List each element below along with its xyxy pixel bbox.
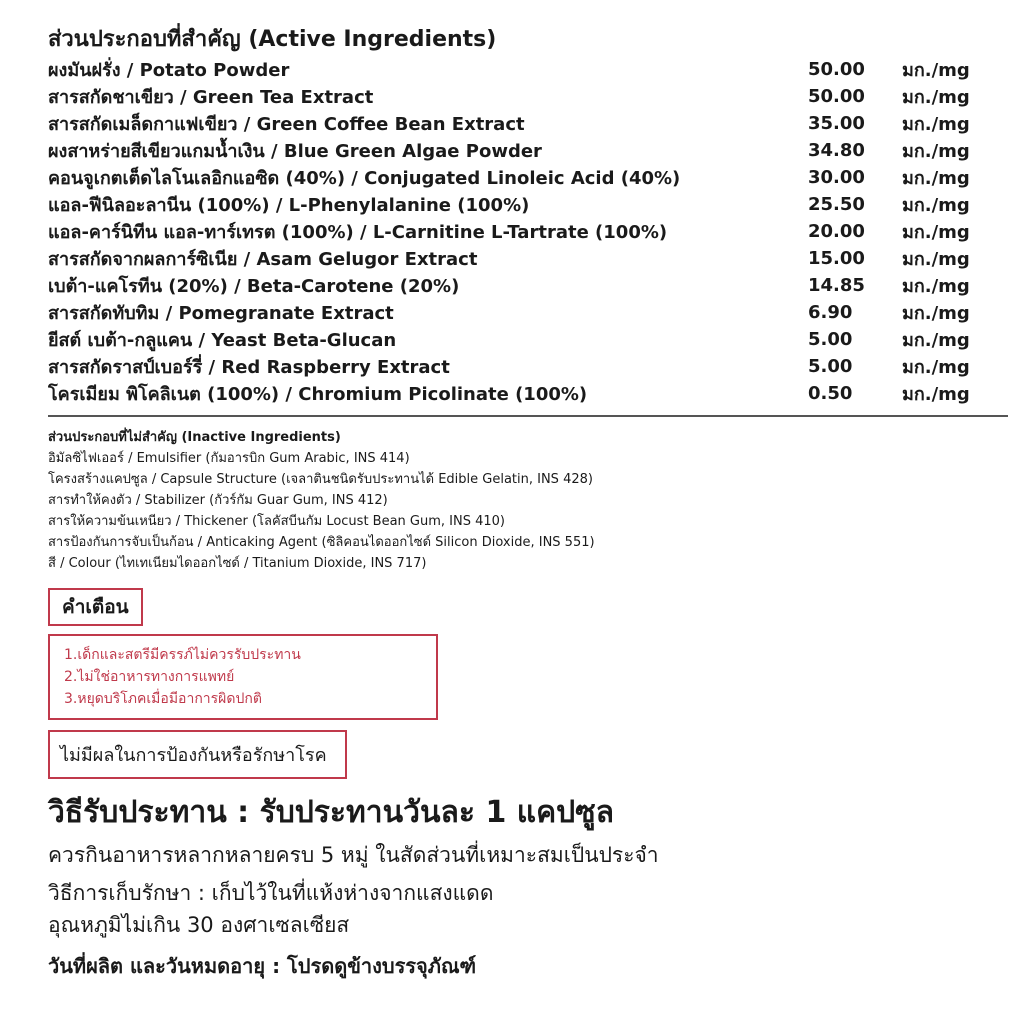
- inactive-line: สารทำให้คงตัว / Stabilizer (กัวร์กัม Guar Gum, INS 412): [48, 493, 388, 508]
- ingredient-row: [48, 272, 1008, 299]
- ingredient-name: สารสกัดเมล็ดกาแฟเขียว / Green Coffee Bean Extract: [48, 114, 525, 135]
- ingredient-unit: มก./mg: [902, 249, 970, 270]
- ingredient-unit: มก./mg: [902, 168, 970, 189]
- inactive-line: โครงสร้างแคปซูล / Capsule Structure (เจลาตินชนิดรับประทานได้ Edible Gelatin, INS 428): [48, 472, 593, 487]
- dosage-instructions: วิธีรับประทาน : รับประทานวันละ 1 แคปซูล: [48, 795, 614, 830]
- ingredient-name: แอล-คาร์นิทีน แอล-ทาร์เทรต (100%) / L-Carnitine L-Tartrate (100%): [48, 222, 668, 243]
- ingredient-amount: 50.00: [808, 59, 865, 80]
- ingredient-amount: 0.50: [808, 383, 853, 404]
- ingredient-row: [48, 191, 1008, 218]
- ingredient-name: สารสกัดทับทิม / Pomegranate Extract: [48, 303, 394, 324]
- ingredient-name: คอนจูเกตเต็ดไลโนเลอิกแอซิด (40%) / Conjugated Linoleic Acid (40%): [48, 168, 681, 189]
- ingredient-row: [48, 380, 1008, 407]
- ingredient-row: [48, 299, 1008, 326]
- storage-line: อุณหภูมิไม่เกิน 30 องศาเซลเซียส: [48, 913, 350, 937]
- ingredient-name: สารสกัดราสป์เบอร์รี่ / Red Raspberry Extract: [48, 357, 450, 378]
- ingredient-name: สารสกัดจากผลการ์ซิเนีย / Asam Gelugor Extract: [48, 249, 478, 270]
- active-ingredients-table: [48, 56, 1008, 417]
- diet-advice: ควรกินอาหารหลากหลายครบ 5 หมู่ ในสัดส่วนที่เหมาะสมเป็นประจำ: [48, 843, 659, 867]
- warning-section: [48, 588, 1008, 720]
- supplement-label: [48, 24, 1008, 983]
- ingredient-name: แอล-ฟีนิลอะลานีน (100%) / L-Phenylalanine (100%): [48, 195, 530, 216]
- ingredient-amount: 5.00: [808, 329, 853, 350]
- ingredient-unit: มก./mg: [902, 87, 970, 108]
- warning-heading: คำเตือน: [48, 588, 143, 626]
- ingredient-row: [48, 110, 1008, 137]
- storage-line: วิธีการเก็บรักษา : เก็บไว้ในที่แห้งห่างจากแสงแดด: [48, 881, 494, 905]
- inactive-ingredients: [48, 427, 1008, 574]
- ingredient-row: [48, 56, 1008, 83]
- ingredient-row: [48, 353, 1008, 380]
- inactive-line: สารป้องกันการจับเป็นก้อน / Anticaking Agent (ซิลิคอนไดออกไซด์ Silicon Dioxide, INS 551): [48, 535, 595, 550]
- ingredient-row: [48, 83, 1008, 110]
- ingredient-row: [48, 245, 1008, 272]
- ingredient-unit: มก./mg: [902, 222, 970, 243]
- ingredient-amount: 25.50: [808, 194, 865, 215]
- ingredient-unit: มก./mg: [902, 276, 970, 297]
- ingredient-unit: มก./mg: [902, 303, 970, 324]
- ingredient-name: เบต้า-แคโรทีน (20%) / Beta-Carotene (20%): [48, 276, 460, 297]
- ingredient-row: [48, 137, 1008, 164]
- inactive-line: สี / Colour (ไทเทเนียมไดออกไซด์ / Titanium Dioxide, INS 717): [48, 556, 427, 571]
- warning-list: [48, 634, 438, 720]
- ingredient-unit: มก./mg: [902, 141, 970, 162]
- ingredient-unit: มก./mg: [902, 60, 970, 81]
- ingredient-unit: มก./mg: [902, 330, 970, 351]
- ingredient-amount: 50.00: [808, 86, 865, 107]
- ingredient-amount: 6.90: [808, 302, 853, 323]
- warning-item: 2.ไม่ใช่อาหารทางการแพทย์: [64, 669, 235, 685]
- ingredient-amount: 20.00: [808, 221, 865, 242]
- ingredient-row: [48, 326, 1008, 353]
- manufacture-expiry-note: วันที่ผลิต และวันหมดอายุ : โปรดดูข้างบรรจุภัณฑ์: [48, 954, 477, 978]
- inactive-line: อิมัลซิไฟเออร์ / Emulsifier (กัมอารบิก Gum Arabic, INS 414): [48, 451, 410, 466]
- ingredient-amount: 14.85: [808, 275, 865, 296]
- ingredient-name: ยีสต์ เบต้า-กลูแคน / Yeast Beta-Glucan: [48, 330, 397, 351]
- disclaimer-box: ไม่มีผลในการป้องกันหรือรักษาโรค: [48, 730, 347, 779]
- ingredient-amount: 15.00: [808, 248, 865, 269]
- ingredient-unit: มก./mg: [902, 114, 970, 135]
- ingredient-unit: มก./mg: [902, 384, 970, 405]
- storage-instructions: [48, 877, 1008, 941]
- ingredient-row: [48, 164, 1008, 191]
- ingredient-amount: 30.00: [808, 167, 865, 188]
- inactive-line: สารให้ความข้นเหนียว / Thickener (โลคัสบีนกัม Locust Bean Gum, INS 410): [48, 514, 505, 529]
- ingredient-row: [48, 218, 1008, 245]
- ingredient-amount: 5.00: [808, 356, 853, 377]
- ingredient-name: ผงสาหร่ายสีเขียวแกมน้ำเงิน / Blue Green Algae Powder: [48, 141, 542, 162]
- ingredient-name: โครเมียม พิโคลิเนต (100%) / Chromium Picolinate (100%): [48, 384, 588, 405]
- ingredient-unit: มก./mg: [902, 357, 970, 378]
- active-ingredients-title: ส่วนประกอบที่สำคัญ (Active Ingredients): [48, 27, 497, 52]
- ingredient-unit: มก./mg: [902, 195, 970, 216]
- ingredient-name: สารสกัดชาเขียว / Green Tea Extract: [48, 87, 374, 108]
- ingredient-name: ผงมันฝรั่ง / Potato Powder: [48, 60, 290, 81]
- warning-item: 1.เด็กและสตรีมีครรภ์ไม่ควรรับประทาน: [64, 647, 301, 663]
- ingredient-amount: 35.00: [808, 113, 865, 134]
- ingredient-amount: 34.80: [808, 140, 865, 161]
- warning-item: 3.หยุดบริโภคเมื่อมีอาการผิดปกติ: [64, 691, 262, 707]
- inactive-ingredients-title: ส่วนประกอบที่ไม่สำคัญ (Inactive Ingredients): [48, 430, 341, 445]
